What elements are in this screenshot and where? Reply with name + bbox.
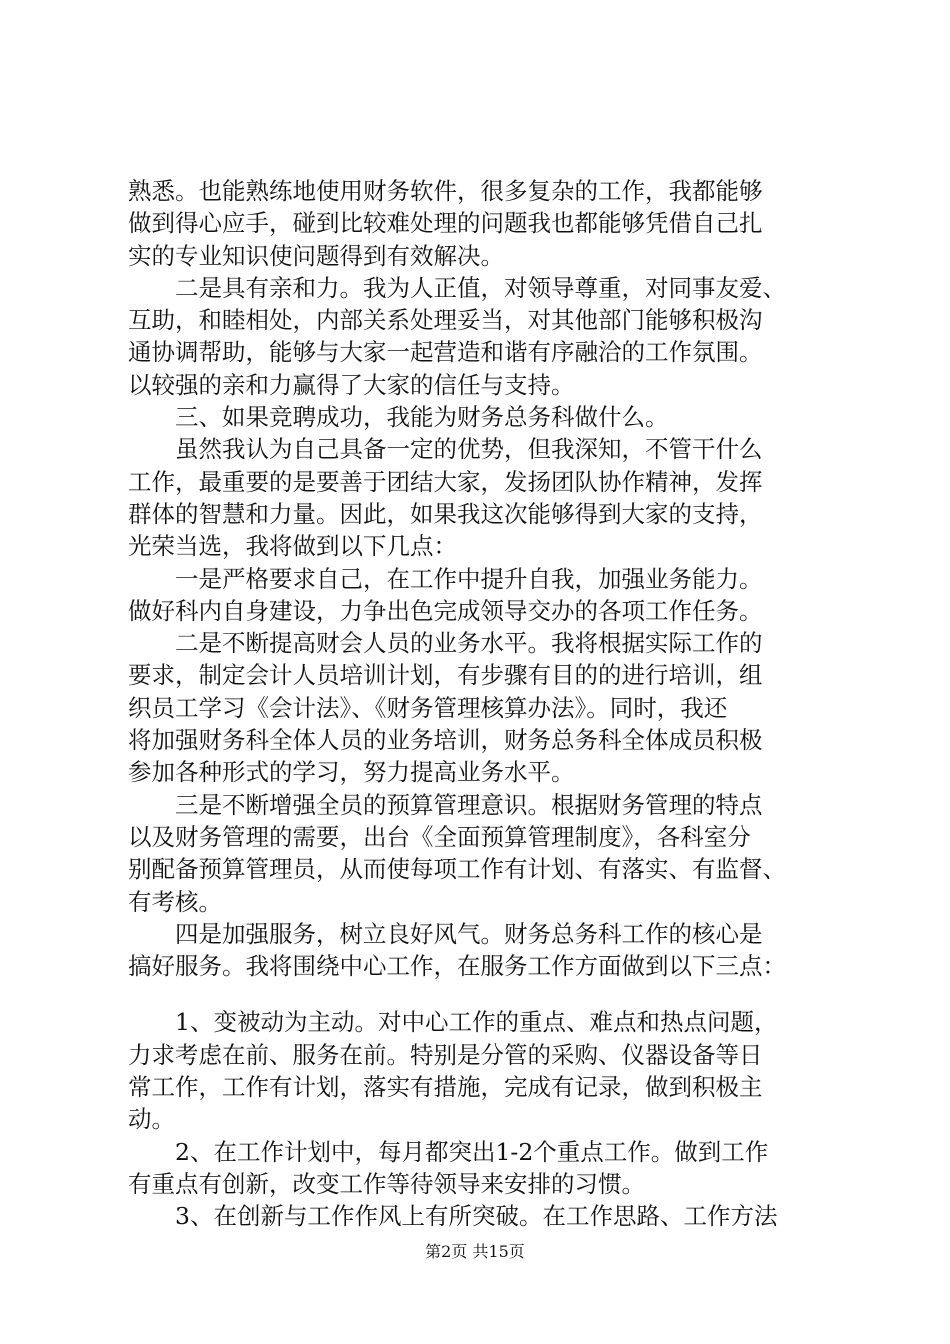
text-line: 将加强财务科全体人员的业务培训，财务总务科全体成员积极 [128,726,763,755]
text-line: 互助，和睦相处，内部关系处理妥当，对其他部门能够积极沟 [128,306,763,335]
text-line: 二是具有亲和力。我为人正值，对领导尊重，对同事友爱、 [128,273,786,302]
page-footer: 第2页 共15页 [425,1242,525,1261]
text-line: 三是不断增强全员的预算管理意识。根据财务管理的特点 [128,790,763,819]
text-line: 群体的智慧和力量。因此，如果我这次能够得到大家的支持， [128,499,763,528]
text-line: 要求，制定会计人员培训计划，有步骤有目的的进行培训，组 [128,661,763,690]
text-line: 虽然我认为自己具备一定的优势，但我深知，不管干什么 [128,435,763,464]
section-heading: 三、如果竞聘成功，我能为财务总务科做什么。 [128,403,669,432]
text-line: 搞好服务。我将围绕中心工作，在服务工作方面做到以下三点： [128,952,786,981]
list-item: 1、变被动为主动。对中心工作的重点、难点和热点问题， [128,1008,778,1037]
text-line: 二是不断提高财会人员的业务水平。我将根据实际工作的 [128,629,763,658]
text-line: 做好科内自身建设，力争出色完成领导交办的各项工作任务。 [128,596,763,625]
text-line: 有重点有创新，改变工作等待领导来安排的习惯。 [128,1169,645,1198]
text-line: 实的专业知识使问题得到有效解决。 [128,241,504,270]
text-line: 熟悉。也能熟练地使用财务软件，很多复杂的工作，我都能够 [128,177,763,205]
paragraph-gap [128,982,848,1006]
text-line: 做到得心应手，碰到比较难处理的问题我也都能够凭借自己扎 [128,209,763,238]
text-line: 常工作，工作有计划，落实有措施，完成有记录，做到积极主 [128,1073,763,1102]
text-line: 工作，最重要的是要善于团结大家，发扬团队协作精神，发挥 [128,467,763,496]
list-item: 3、在创新与工作作风上有所突破。在工作思路、工作方法 [128,1202,778,1231]
text-line: 光荣当选，我将做到以下几点： [128,532,457,561]
text-line: 有考核。 [128,887,222,916]
body-text [128,175,848,1233]
text-line: 四是加强服务，树立良好风气。财务总务科工作的核心是 [128,919,763,948]
list-item: 2、在工作计划中，每月都突出1-2个重点工作。做到工作 [128,1137,769,1166]
text-line: 力求考虑在前、服务在前。特别是分管的采购、仪器设备等日 [128,1040,763,1069]
text-line: 别配备预算管理员，从而使每项工作有计划、有落实、有监督、 [128,855,786,884]
text-line: 织员工学习《会计法》、《财务管理核算办法》。同时，我还 [128,693,728,722]
text-line: 动。 [128,1105,175,1134]
text-line: 以较强的亲和力赢得了大家的信任与支持。 [128,370,575,399]
text-line: 通协调帮助，能够与大家一起营造和谐有序融洽的工作氛围。 [128,338,763,367]
text-line: 一是严格要求自己，在工作中提升自我，加强业务能力。 [128,564,763,593]
text-line: 参加各种形式的学习，努力提高业务水平。 [128,758,575,787]
text-line: 以及财务管理的需要，出台《全面预算管理制度》，各科室分 [128,822,751,851]
